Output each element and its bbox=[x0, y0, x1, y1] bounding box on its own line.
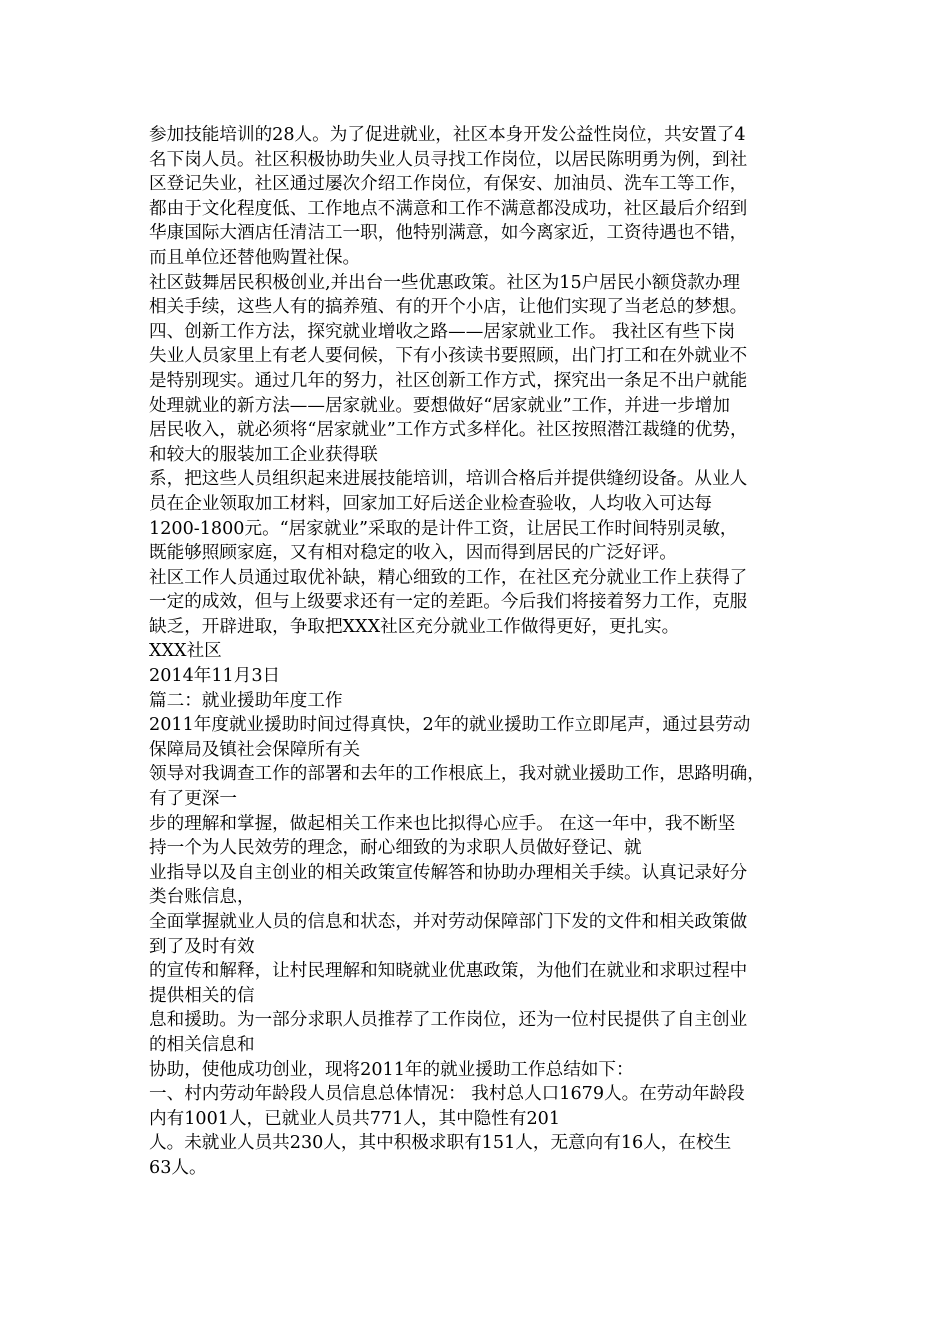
paragraph-16: 协助，使他成功创业，现将2011年的就业援助工作总结如下： bbox=[149, 1059, 634, 1080]
paragraph-5: 社区工作人员通过取优补缺，精心细致的工作，在社区充分就业工作上获得了 一定的成效，但与上级要求还有一定的差距。今后我们将接着努力工作，克服 缺乏，开辟进取，争取把XXX社区充分就业工作做得更好，更扎实。 bbox=[149, 567, 748, 637]
paragraph-14: 的宣传和解释，让村民理解和知晓就业优惠政策，为他们在就业和求职过程中 提供相关的信 bbox=[149, 961, 748, 1006]
paragraph-12: 业指导以及自主创业的相关政策宣传解答和协助办理相关手续。认真记录好分 类台账信息， bbox=[149, 862, 748, 908]
paragraph-1: 参加技能培训的28人。为了促进就业，社区本身开发公益性岗位，共安置了4 名下岗人员。社区积极协助失业人员寻找工作岗位，以居民陈明勇为例，到社 区登记失业，社区通过屡次介绍工作岗位，有保安、加油员、洗车工等工作， 都由于文化程度低、工作地点不满意和工作不满意都没成功，社区最后介绍到 华康国际大酒店任清洁工一职，他特别满意，如今离家近，工资待遇也不错， 而且单位还替他购置社保。 bbox=[149, 125, 748, 268]
paragraph-3: 四、创新工作方法，探究就业增收之路——居家就业工作。 我社区有些下岗 失业人员家里上有老人要伺候，下有小孩读书要照顾，出门打工和在外就业不 是特别现实。通过几年的努力，社区创新工作方式，探究出一条足不出户就能 处理就业的新方法——居家就业。要想做好“居家就业”工作，并进一步增加 居民收入，就必须将“居家就业”工作方式多样化。社区按照潜江裁缝的优势， 和较大的服装加工企业获得联 bbox=[149, 321, 748, 465]
paragraph-17: 一、村内劳动年龄段人员信息总体情况： 我村总人口1679人。在劳动年龄段 内有1001人，已就业人员共771人，其中隐性有201 bbox=[149, 1084, 745, 1129]
paragraph-13: 全面掌握就业人员的信息和状态，并对劳动保障部门下发的文件和相关政策做 到了及时有效 bbox=[149, 912, 748, 957]
paragraph-11: 步的理解和掌握，做起相关工作来也比拟得心应手。 在这一年中，我不断坚 持一个为人民效劳的理念，耐心细致的为求职人员做好登记、就 bbox=[149, 813, 736, 859]
section-heading: 篇二：就业援助年度工作 bbox=[149, 690, 343, 711]
signature-date: 2014年11月3日 bbox=[149, 666, 281, 687]
document-body bbox=[149, 123, 811, 1181]
paragraph-2: 社区鼓舞居民积极创业,并出台一些优惠政策。社区为15户居民小额贷款办理 相关手续，这些人有的搞养殖、有的开个小店，让他们实现了当老总的梦想。 bbox=[149, 272, 748, 318]
paragraph-18: 人。未就业人员共230人，其中积极求职有151人，无意向有16人，在校生 63人。 bbox=[149, 1133, 732, 1178]
paragraph-4: 系，把这些人员组织起来进展技能培训，培训合格后并提供缝纫设备。从业人 员在企业领取加工材料，回家加工好后送企业检查验收，人均收入可达每 1200-1800元。“居家就业”采取的是计件工资，让居民工作时间特别灵敏， 既能够照顾家庭，又有相对稳定的收入，因而得到居民的广泛好评。 bbox=[149, 469, 748, 564]
paragraph-10: 领导对我调查工作的部署和去年的工作根底上，我对就业援助工作，思路明确， 有了更深一 bbox=[149, 764, 765, 810]
paragraph-15: 息和援助。为一部分求职人员推荐了工作岗位，还为一位村民提供了自主创业 的相关信息和 bbox=[149, 1010, 748, 1055]
paragraph-9: 2011年度就业援助时间过得真快，2年的就业援助工作立即尾声，通过县劳动 保障局及镇社会保障所有关 bbox=[149, 715, 751, 760]
signature-community: XXX社区 bbox=[149, 641, 222, 662]
